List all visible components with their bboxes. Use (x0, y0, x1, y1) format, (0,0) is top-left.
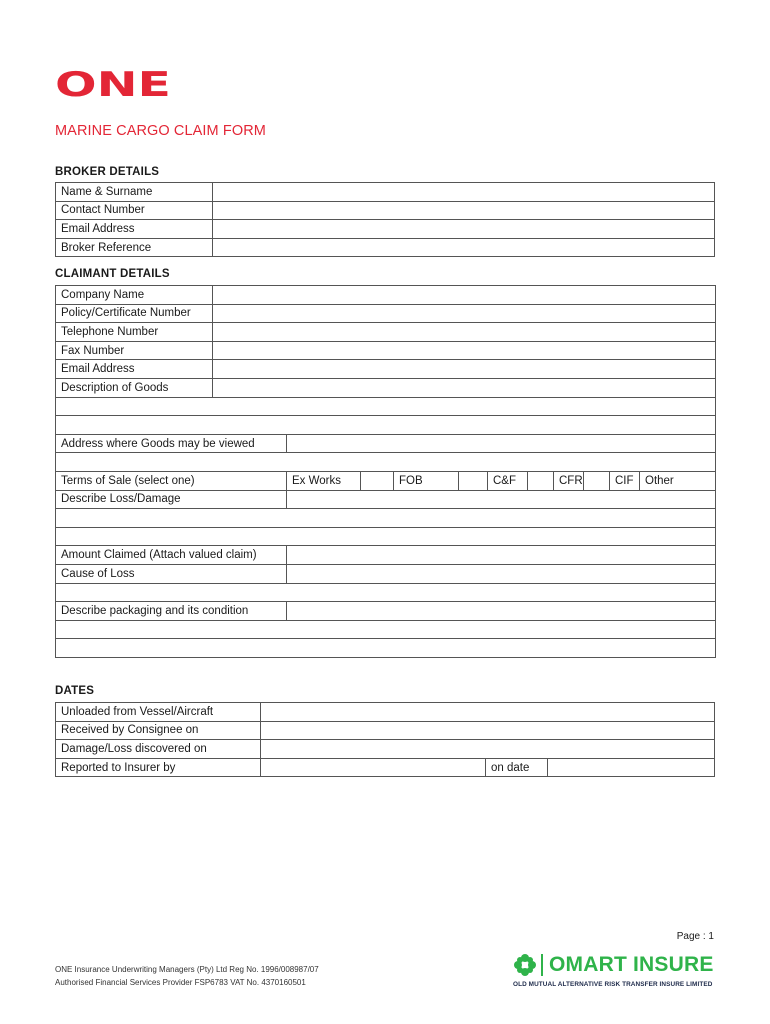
field-label: Telephone Number (56, 323, 213, 342)
loss-description-line[interactable] (56, 509, 716, 528)
reported-by-input[interactable] (261, 758, 486, 777)
field-label: Reported to Insurer by (56, 758, 261, 777)
claimant-table (55, 285, 716, 658)
table-row (56, 341, 716, 360)
field-label: Damage/Loss discovered on (56, 740, 261, 759)
field-label: Broker Reference (56, 238, 213, 257)
terms-option-label: C&F (488, 471, 528, 490)
table-row (56, 620, 716, 639)
terms-option-label: CIF (610, 471, 640, 490)
goods-description-line[interactable] (56, 416, 716, 435)
terms-ex-works-checkbox[interactable] (361, 471, 394, 490)
table-row (56, 639, 716, 658)
table-row (56, 238, 715, 257)
omart-tagline: OLD MUTUAL ALTERNATIVE RISK TRANSFER INSURE LIMITED (513, 981, 713, 988)
table-row (56, 583, 716, 602)
policy-number-input[interactable] (213, 304, 716, 323)
reported-date-input[interactable] (548, 758, 715, 777)
field-label: Email Address (56, 220, 213, 239)
on-date-label: on date (486, 758, 548, 777)
broker-table (55, 182, 715, 257)
field-label: Company Name (56, 286, 213, 305)
field-label: Policy/Certificate Number (56, 304, 213, 323)
table-row (56, 490, 716, 509)
footer-registration: ONE Insurance Underwriting Managers (Pty) Ltd Reg No. 1996/008987/07 (55, 965, 319, 974)
table-row (56, 397, 716, 416)
field-label: Terms of Sale (select one) (56, 471, 287, 490)
table-row (56, 546, 716, 565)
one-logo-text: ONE (55, 66, 171, 100)
table-row (56, 286, 716, 305)
field-label: Contact Number (56, 201, 213, 220)
table-row (56, 740, 715, 759)
terms-option-label: CFR (554, 471, 584, 490)
field-label: Unloaded from Vessel/Aircraft (56, 703, 261, 722)
broker-email-input[interactable] (213, 220, 715, 239)
cause-of-loss-line[interactable] (56, 583, 716, 602)
terms-option-label: Ex Works (287, 471, 361, 490)
terms-other-option[interactable]: Other (640, 471, 716, 490)
terms-fob-checkbox[interactable] (459, 471, 488, 490)
table-row (56, 416, 716, 435)
flower-icon (513, 953, 537, 977)
terms-cfr-checkbox[interactable] (584, 471, 610, 490)
table-row (56, 721, 715, 740)
dates-heading: DATES (55, 685, 95, 697)
table-row (56, 527, 716, 546)
company-name-input[interactable] (213, 286, 716, 305)
address-input[interactable] (287, 434, 716, 453)
logo-divider (541, 954, 543, 976)
field-label: Description of Goods (56, 378, 213, 397)
table-row (56, 183, 715, 202)
name-surname-input[interactable] (213, 183, 715, 202)
goods-description-input[interactable] (213, 378, 716, 397)
field-label: Amount Claimed (Attach valued claim) (56, 546, 287, 565)
field-label: Address where Goods may be viewed (56, 434, 287, 453)
discovered-date-input[interactable] (261, 740, 715, 759)
field-label: Email Address (56, 360, 213, 379)
unloaded-date-input[interactable] (261, 703, 715, 722)
dates-table (55, 702, 715, 777)
received-date-input[interactable] (261, 721, 715, 740)
field-label: Received by Consignee on (56, 721, 261, 740)
table-row (56, 602, 716, 621)
broker-reference-input[interactable] (213, 238, 715, 257)
footer (55, 963, 319, 989)
field-label: Cause of Loss (56, 564, 287, 583)
table-row (56, 323, 716, 342)
omart-wordmark: OMART INSURE (549, 953, 714, 976)
one-logo (55, 66, 173, 100)
contact-number-input[interactable] (213, 201, 715, 220)
address-line[interactable] (56, 453, 716, 472)
loss-description-input[interactable] (287, 490, 716, 509)
table-row (56, 509, 716, 528)
cause-of-loss-input[interactable] (287, 564, 716, 583)
table-row (56, 434, 716, 453)
field-label: Describe Loss/Damage (56, 490, 287, 509)
claimant-heading: CLAIMANT DETAILS (55, 268, 170, 280)
claimant-email-input[interactable] (213, 360, 716, 379)
table-row (56, 564, 716, 583)
table-row (56, 304, 716, 323)
table-row (56, 703, 715, 722)
terms-option-label: FOB (394, 471, 459, 490)
loss-description-line[interactable] (56, 527, 716, 546)
table-row (56, 201, 715, 220)
table-row (56, 360, 716, 379)
field-label: Describe packaging and its condition (56, 602, 287, 621)
table-row (56, 378, 716, 397)
field-label: Fax Number (56, 341, 213, 360)
packaging-input[interactable] (287, 602, 716, 621)
page-number: Page : 1 (676, 931, 714, 942)
table-row (56, 471, 716, 490)
telephone-input[interactable] (213, 323, 716, 342)
terms-cf-checkbox[interactable] (528, 471, 554, 490)
footer-fsp: Authorised Financial Services Provider FSP6783 VAT No. 4370160501 (55, 978, 306, 987)
field-label: Name & Surname (56, 183, 213, 202)
goods-description-line[interactable] (56, 397, 716, 416)
broker-heading: BROKER DETAILS (55, 166, 160, 178)
fax-input[interactable] (213, 341, 716, 360)
table-row (56, 220, 715, 239)
amount-claimed-input[interactable] (287, 546, 716, 565)
table-row (56, 453, 716, 472)
packaging-line[interactable] (56, 639, 716, 658)
table-row (56, 758, 715, 777)
form-title: MARINE CARGO CLAIM FORM (55, 123, 266, 139)
packaging-line[interactable] (56, 620, 716, 639)
omart-insure-logo (513, 953, 723, 988)
